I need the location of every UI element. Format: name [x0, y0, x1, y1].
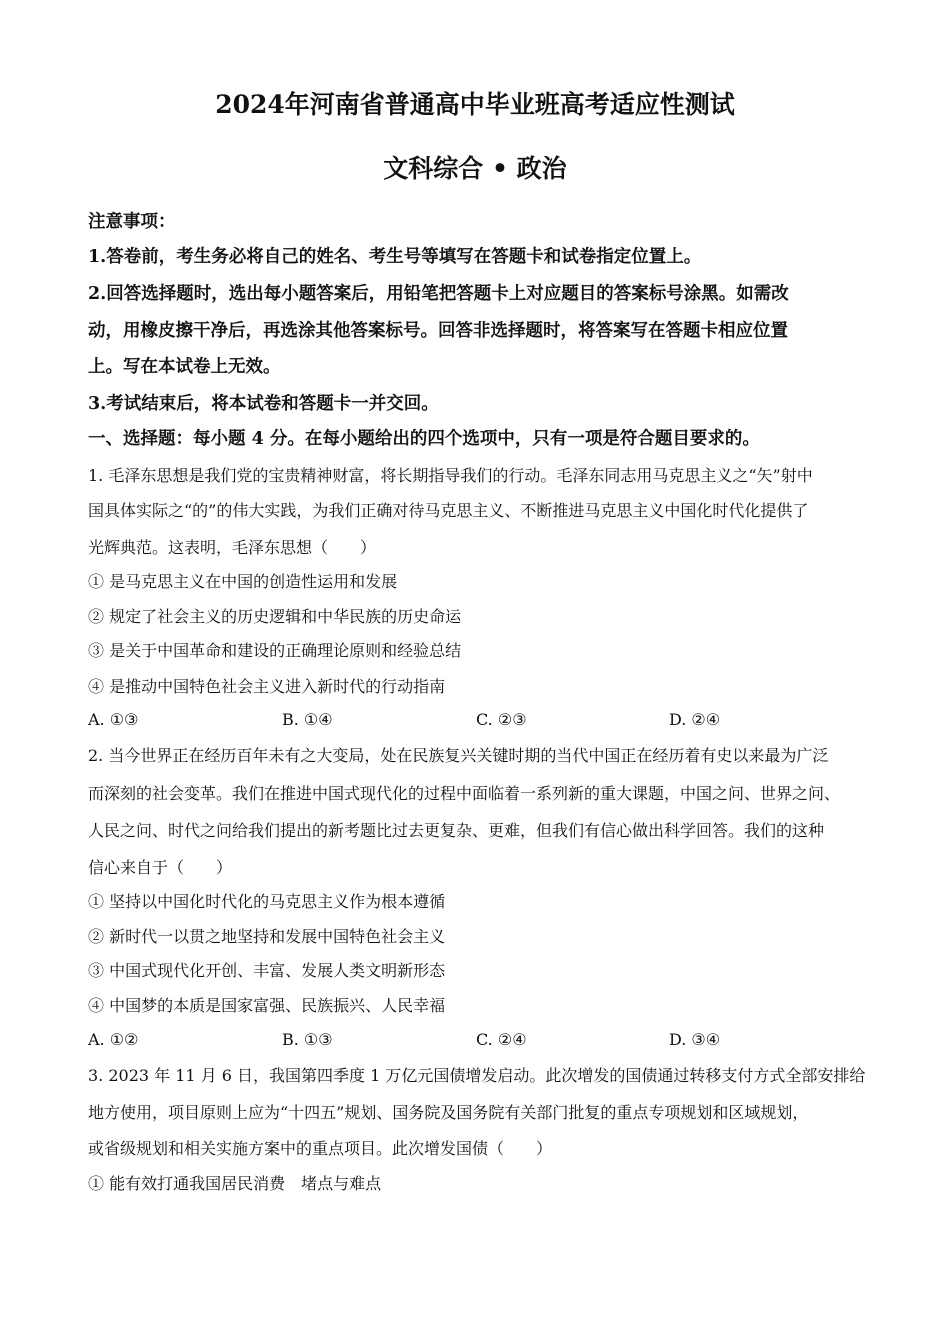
question-2-statement: ② 新时代一以贯之地坚持和发展中国特色社会主义	[88, 927, 446, 946]
question-2-statement: ③ 中国式现代化开创、丰富、发展人类文明新形态	[88, 961, 446, 980]
choice-b: B. ①④	[282, 710, 333, 729]
question-1-stem: 1. 毛泽东思想是我们党的宝贵精神财富，将长期指导我们的行动。毛泽东同志用马克思主义之“矢”射中	[88, 466, 813, 485]
notice-item: 动，用橡皮擦干净后，再选涂其他答案标号。回答非选择题时，将答案写在答题卡相应位置	[88, 321, 788, 341]
choice-b: B. ①③	[282, 1030, 333, 1049]
question-3-statement: ① 能有效打通我国居民消费 堵点与难点	[88, 1174, 382, 1193]
choice-d: D. ②④	[669, 710, 721, 729]
question-1-statement: ③ 是关于中国革命和建设的正确理论原则和经验总结	[88, 641, 462, 660]
question-3-stem: 3. 2023 年 11 月 6 日，我国第四季度 1 万亿元国债增发启动。此次增发的国债通过转移支付方式全部安排给	[88, 1066, 866, 1085]
question-2-statement: ④ 中国梦的本质是国家富强、民族振兴、人民幸福	[88, 996, 446, 1015]
exam-subtitle: 文科综合 • 政治	[383, 154, 567, 183]
notice-item: 3.考试结束后，将本试卷和答题卡一并交回。	[88, 394, 439, 414]
choice-a: A. ①③	[88, 710, 139, 729]
question-2-stem: 人民之问、时代之问给我们提出的新考题比过去更复杂、更难，但我们有信心做出科学回答。我们的这种	[88, 821, 825, 840]
question-3-stem: 或省级规划和相关实施方案中的重点项目。此次增发国债（ ）	[88, 1139, 553, 1158]
notice-item: 上。写在本试卷上无效。	[88, 357, 281, 377]
notice-item: 2.回答选择题时，选出每小题答案后，用铅笔把答题卡上对应题目的答案标号涂黑。如需改	[88, 284, 789, 304]
exam-title: 2024年河南省普通高中毕业班高考适应性测试	[215, 90, 735, 119]
question-3-stem: 地方使用，项目原则上应为“十四五”规划、国务院及国务院有关部门批复的重点专项规划和区域规划，	[88, 1103, 809, 1122]
choice-c: C. ②④	[476, 1030, 527, 1049]
question-2-choices	[88, 1029, 888, 1051]
question-1-stem: 国具体实际之“的”的伟大实践，为我们正确对待马克思主义、不断推进马克思主义中国化时代化提供了	[88, 501, 809, 520]
choice-c: C. ②③	[476, 710, 527, 729]
question-1-stem: 光辉典范。这表明，毛泽东思想（ ）	[88, 538, 377, 557]
question-1-statement: ② 规定了社会主义的历史逻辑和中华民族的历史命运	[88, 607, 462, 626]
question-2-stem: 2. 当今世界正在经历百年未有之大变局，处在民族复兴关键时期的当代中国正在经历着有史以来最为广泛	[88, 746, 829, 765]
question-1-choices	[88, 709, 888, 731]
question-1-statement: ① 是马克思主义在中国的创造性运用和发展	[88, 572, 398, 591]
notice-heading: 注意事项：	[88, 212, 176, 232]
question-2-statement: ① 坚持以中国化时代化的马克思主义作为根本遵循	[88, 892, 446, 911]
choice-a: A. ①②	[88, 1030, 139, 1049]
question-2-stem: 信心来自于（ ）	[88, 858, 233, 877]
section-heading: 一、选择题：每小题 4 分。在每小题给出的四个选项中，只有一项是符合题目要求的。	[88, 429, 760, 449]
choice-d: D. ③④	[669, 1030, 721, 1049]
notice-item: 1.答卷前，考生务必将自己的姓名、考生号等填写在答题卡和试卷指定位置上。	[88, 247, 702, 267]
question-1-statement: ④ 是推动中国特色社会主义进入新时代的行动指南	[88, 677, 446, 696]
question-2-stem: 而深刻的社会变革。我们在推进中国式现代化的过程中面临着一系列新的重大课题，中国之问、世界之问、	[88, 784, 841, 803]
